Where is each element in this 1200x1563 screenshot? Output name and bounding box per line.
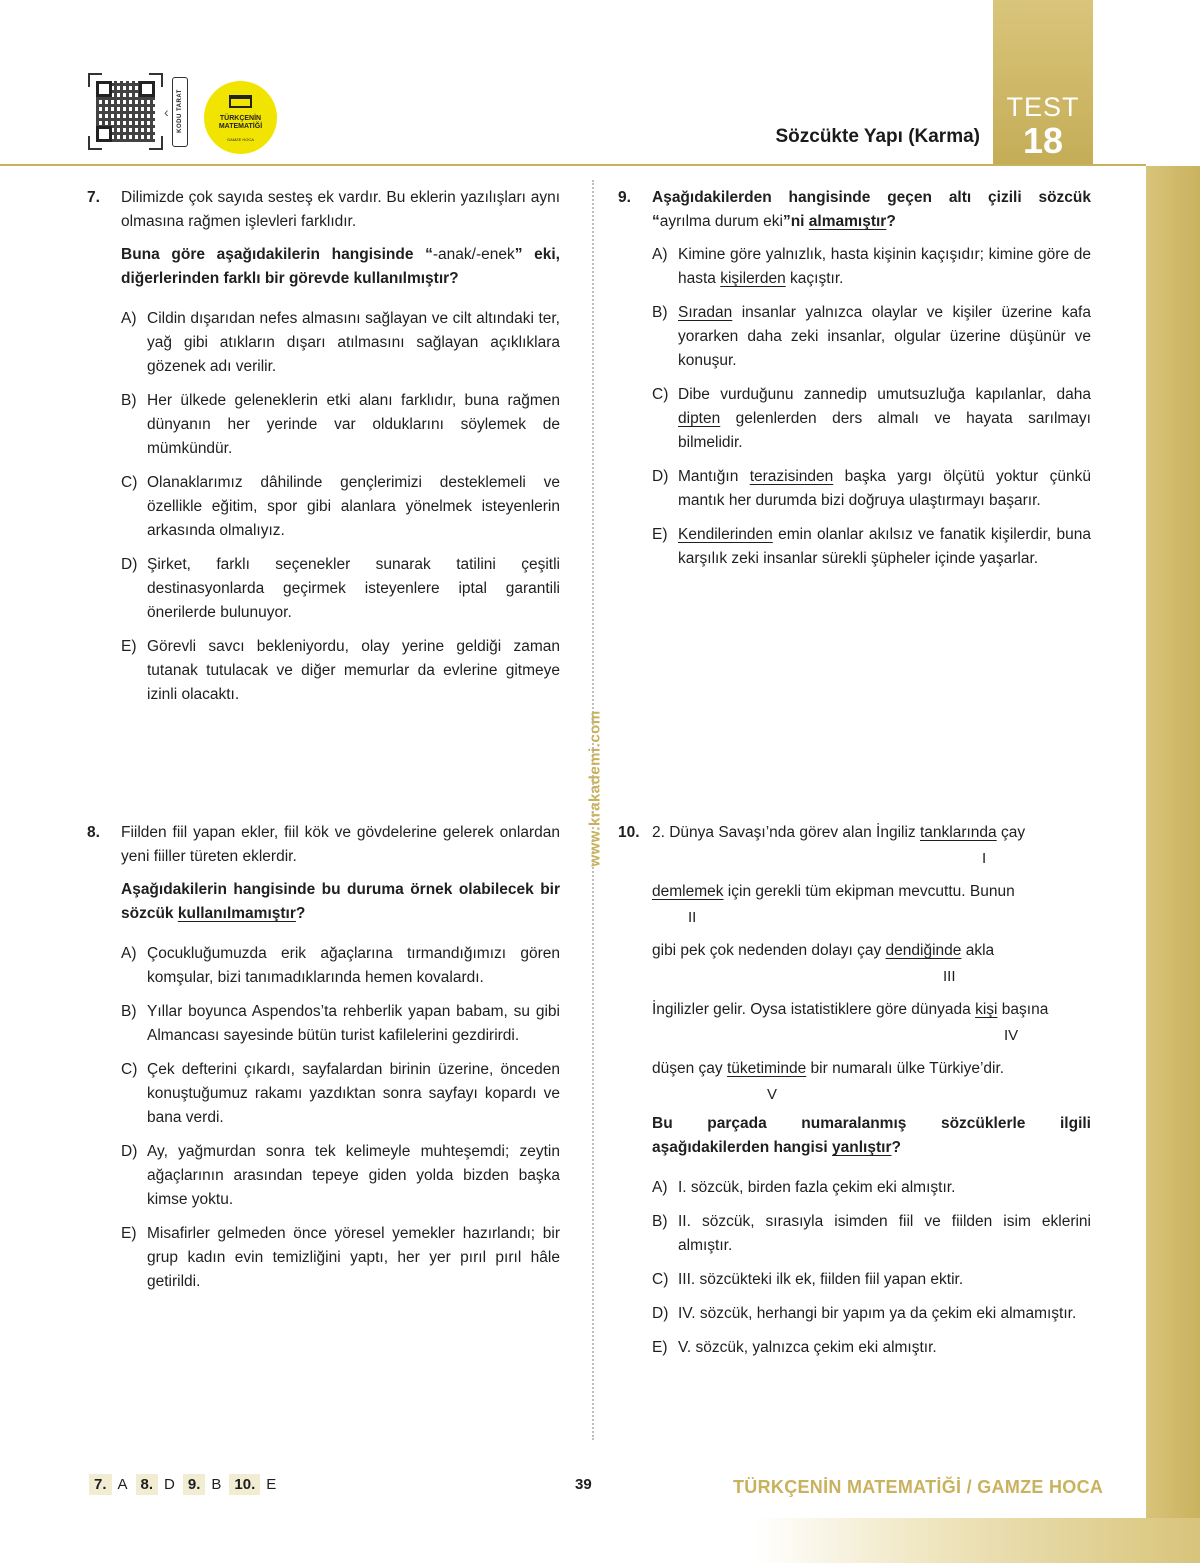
- answer-key-value: A: [117, 1476, 128, 1493]
- qr-code[interactable]: [88, 73, 163, 150]
- answer-key-value: D: [164, 1476, 175, 1493]
- page-title: Sözcükte Yapı (Karma): [775, 126, 980, 147]
- footer-brand: TÜRKÇENİN MATEMATİĞİ / GAMZE HOCA: [733, 1477, 1104, 1497]
- question-number: 9.: [618, 189, 631, 206]
- roman-marker: V: [767, 1086, 778, 1103]
- option[interactable]: C) III. sözcükteki ilk ek, fiilden fiil yapan ektir.: [652, 1271, 964, 1288]
- option[interactable]: C) Dibe vurduğunu zannedip umutsuzluğa kapılanlar, daha dipten gelenlerden ders almalı ve hayata sarılmayı bilmelidir.: [652, 386, 1091, 451]
- option-list: [652, 243, 1091, 571]
- scan-code-label: KODU TARAT: [177, 89, 183, 133]
- question-number: 10.: [618, 824, 640, 841]
- roman-marker: III: [943, 968, 956, 985]
- option[interactable]: B) Her ülkede geleneklerin etki alanı farklıdır, buna rağmen dünyanın her yerinde var olduklarını söylemek de mümkündür.: [121, 392, 560, 457]
- option[interactable]: D) Şirket, farklı seçenekler sunarak tatilini çeşitli destinasyonlarda geçirmek isteyenlere iptal garantili önerilerde bulunuyor.: [121, 556, 560, 621]
- option-list: [652, 1176, 1091, 1360]
- option[interactable]: A) I. sözcük, birden fazla çekim eki almıştır.: [652, 1179, 956, 1196]
- question-intro: Fiilden fiil yapan ekler, fiil kök ve gövdelerine gelerek onlardan yeni fiiller türeten eklerdir.: [121, 824, 560, 865]
- roman-marker: IV: [1004, 1027, 1019, 1044]
- test-number: 18: [1022, 120, 1064, 161]
- answer-key: [89, 1474, 284, 1495]
- scan-code-tag: [172, 77, 188, 147]
- answer-key-value: E: [266, 1476, 277, 1493]
- question-stem: Aşağıdakilerin hangisinde bu duruma örnek olabilecek bir sözcük kullanılmamıştır?: [121, 881, 560, 922]
- page-number: 39: [575, 1476, 592, 1493]
- logo-line-3: GAMZE HOCA: [227, 137, 254, 142]
- option-list: [121, 942, 560, 1294]
- logo-line-2: MATEMATİĞİ: [218, 123, 263, 130]
- roman-marker: I: [982, 850, 987, 867]
- qr-finder-icon: [96, 81, 112, 97]
- qr-finder-icon: [139, 81, 155, 97]
- question-number: 8.: [87, 824, 100, 841]
- option[interactable]: A) Çocukluğumuzda erik ağaçlarına tırmandığımızı gören komşular, bizi tanımadıklarında hemen kovalardı.: [121, 945, 560, 986]
- option[interactable]: A) Kimine göre yalnızlık, hasta kişinin kaçışıdır; kimine göre de hasta kişilerden kaçıştır.: [652, 246, 1091, 287]
- building-icon: [229, 95, 252, 108]
- brand-logo: [204, 81, 277, 154]
- passage-line: gibi pek çok nedenden dolayı çay dendiğinde akla III: [652, 939, 1091, 998]
- option[interactable]: B) Sıradan insanlar yalnızca olaylar ve kişiler üzerine kafa yorarken daha zeki insanlar, olgular üzerine düşünür ve konuşur.: [652, 304, 1091, 369]
- passage-line: demlemek için gerekli tüm ekipman mevcuttu. Bunun II: [652, 880, 1091, 939]
- passage-line: düşen çay tüketiminde bir numaralı ülke Türkiye’dir. V: [652, 1057, 1091, 1112]
- answer-key-value: B: [211, 1476, 222, 1493]
- option[interactable]: D) Mantığın terazisinden başka yargı ölçütü yoktur çünkü mantık her durumda bizi doğruya ulaştırmayı başarır.: [652, 468, 1091, 509]
- option[interactable]: D) IV. sözcük, herhangi bir yapım ya da çekim eki almamıştır.: [652, 1305, 1077, 1322]
- option[interactable]: E) V. sözcük, yalnızca çekim eki almıştır.: [652, 1339, 937, 1356]
- answer-key-number: 7.: [89, 1474, 112, 1495]
- option-list: [121, 307, 560, 707]
- answer-key-number: 8.: [136, 1474, 159, 1495]
- option[interactable]: D) Ay, yağmurdan sonra tek kelimeyle muhteşemdi; zeytin ağaçlarının arasından tepeye giden yolda bizden başka kimse yoktu.: [121, 1143, 560, 1208]
- option[interactable]: E) Kendilerinden emin olanlar akılsız ve fanatik kişilerdir, buna karşılık zeki insanlar sürekli şüpheler içinde yaşarlar.: [652, 526, 1091, 567]
- qr-finder-icon: [96, 126, 112, 142]
- roman-marker: II: [688, 909, 697, 926]
- passage-line: 2. Dünya Savaşı’nda görev alan İngiliz tanklarında çay I: [652, 821, 1091, 880]
- test-tab: [993, 0, 1093, 164]
- option[interactable]: C) Çek defterini çıkardı, sayfalardan birinin üzerine, önceden konuştuğumuz rakamı yazdıktan sonra sayfayı kopardı ve bana verdi.: [121, 1061, 560, 1126]
- watermark: www.krakademi.com: [586, 710, 604, 867]
- option[interactable]: B) Yıllar boyunca Aspendos’ta rehberlik yapan babam, su gibi Almancası sayesinde bütün turist kafilelerini gezdirirdi.: [121, 1003, 560, 1044]
- option[interactable]: E) Misafirler gelmeden önce yöresel yemekler hazırlandı; bir grup kadın evin temizliğini yaptı, her yer pırıl pırıl hâle getirildi.: [121, 1225, 560, 1290]
- answer-key-number: 9.: [183, 1474, 206, 1495]
- option[interactable]: C) Olanaklarımız dâhilinde gençlerimizi desteklemeli ve özellikle eğitim, spor gibi alanlara yönelmek isteyenlerin arkasında olmalıyız.: [121, 474, 560, 539]
- logo-line-1: TÜRKÇENİN: [219, 115, 262, 122]
- answer-key-number: 10.: [229, 1474, 260, 1495]
- question-stem: Bu parçada numaralanmış sözcüklerle ilgili aşağıdakilerden hangisi yanlıştır?: [652, 1115, 1091, 1156]
- option[interactable]: B) II. sözcük, sırasıyla isimden fiil ve fiilden isim eklerini almıştır.: [652, 1213, 1091, 1254]
- right-gold-band: [1146, 166, 1200, 1563]
- bottom-gold-band: [755, 1518, 1200, 1563]
- test-label: TEST: [1006, 92, 1080, 122]
- question-stem: Buna göre aşağıdakilerin hangisinde “-anak/-enek” eki, diğerlerinden farklı bir görevde kullanılmıştır?: [121, 246, 560, 287]
- question-stem: Aşağıdakilerden hangisinde geçen altı çizili sözcük “ayrılma durum eki”ni almamıştır?: [652, 189, 1091, 230]
- header-rule: [0, 164, 1146, 166]
- question-number: 7.: [87, 189, 100, 206]
- option[interactable]: E) Görevli savcı bekleniyordu, olay yerine geldiği zaman tutanak tutulacak ve diğer memurlar da evlerine gitmeye izinli olacaktı.: [121, 638, 560, 703]
- option[interactable]: A) Cildin dışarıdan nefes almasını sağlayan ve cilt altındaki ter, yağ gibi atıkların dışarı atılmasını sağlayan açıklıklara gözenek adı verilir.: [121, 310, 560, 375]
- question-intro: Dilimizde çok sayıda sesteş ek vardır. Bu eklerin yazılışları aynı olmasına rağmen işlevleri farklıdır.: [121, 189, 560, 230]
- passage-line: İngilizler gelir. Oysa istatistiklere göre dünyada kişi başına IV: [652, 998, 1091, 1057]
- chevron-left-icon: ‹: [164, 104, 169, 120]
